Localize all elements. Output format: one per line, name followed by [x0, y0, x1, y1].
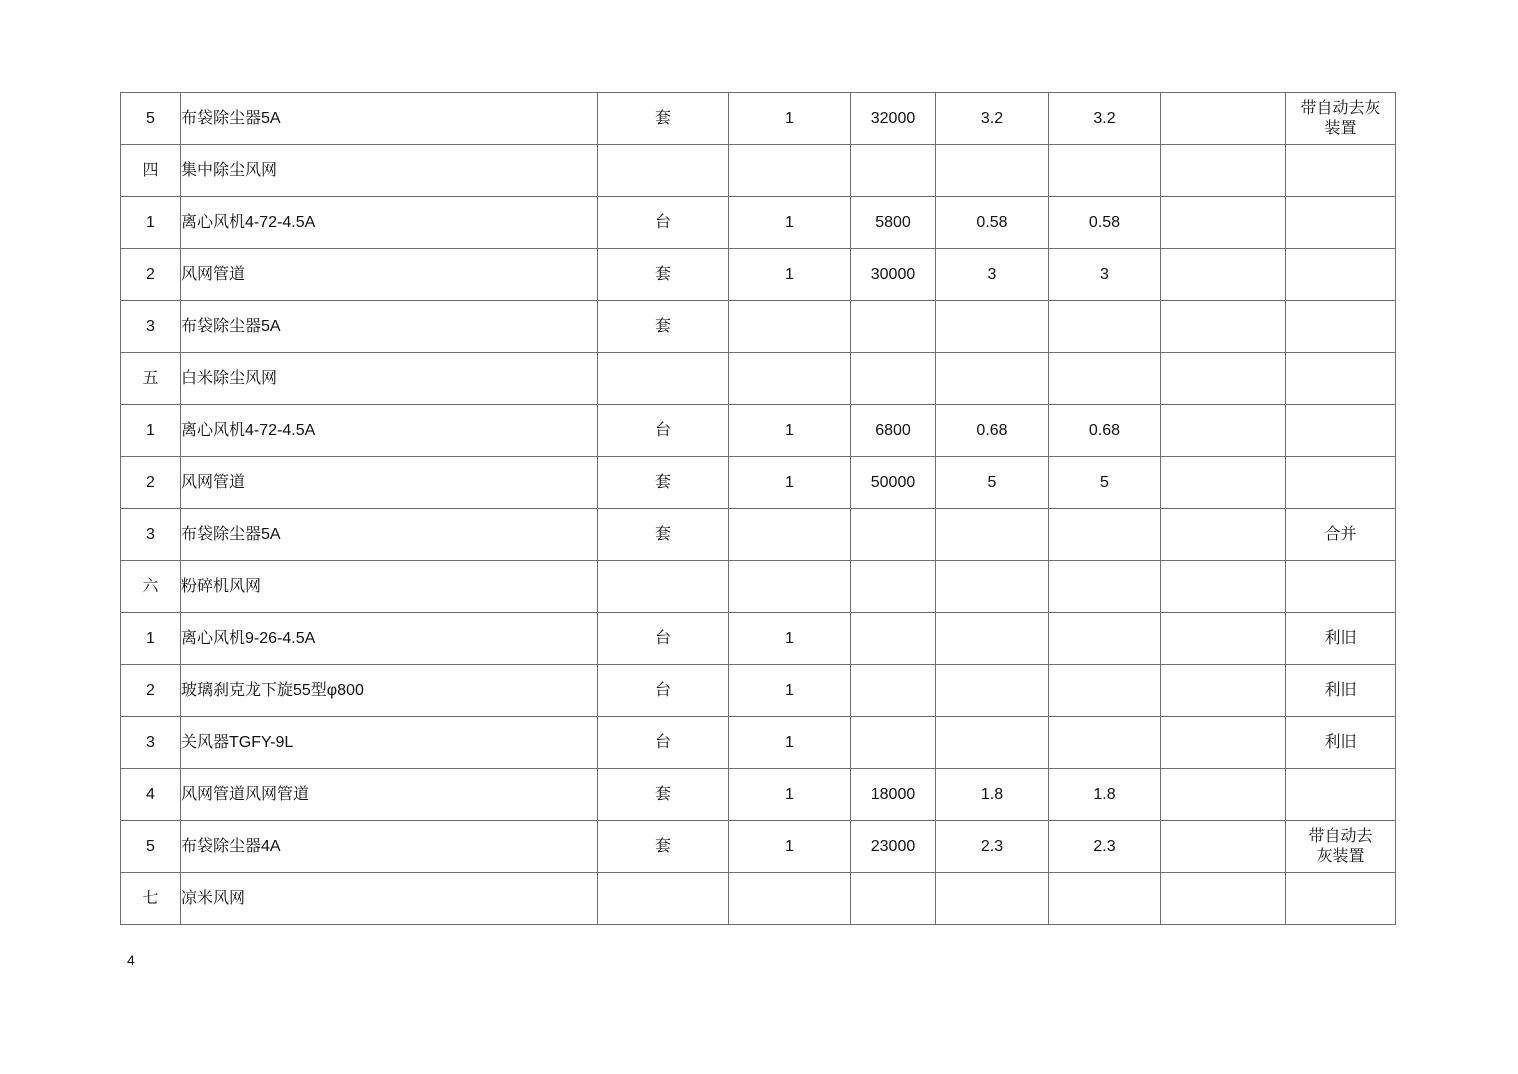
item-number-cell: 六 — [121, 561, 181, 613]
quantity-cell — [729, 561, 851, 613]
table-row — [121, 665, 1396, 717]
quantity-cell — [729, 353, 851, 405]
unit-price-cell — [851, 561, 936, 613]
unit-price-cell: 18000 — [851, 769, 936, 821]
remark-cell: 带自动去 灰装置 — [1286, 821, 1396, 873]
blank-cell — [1161, 561, 1286, 613]
unit-price-cell: 32000 — [851, 93, 936, 145]
total-cell: 3 — [1049, 249, 1161, 301]
unit-cell — [598, 353, 729, 405]
amount-cell — [936, 665, 1049, 717]
amount-cell — [936, 509, 1049, 561]
blank-cell — [1161, 665, 1286, 717]
quantity-cell: 1 — [729, 717, 851, 769]
blank-cell — [1161, 821, 1286, 873]
quantity-cell: 1 — [729, 457, 851, 509]
quantity-cell — [729, 145, 851, 197]
item-number-cell: 七 — [121, 873, 181, 925]
unit-cell: 台 — [598, 197, 729, 249]
unit-price-cell — [851, 665, 936, 717]
item-number-cell: 5 — [121, 821, 181, 873]
table-row — [121, 197, 1396, 249]
remark-cell — [1286, 353, 1396, 405]
quantity-cell: 1 — [729, 821, 851, 873]
unit-cell — [598, 873, 729, 925]
unit-cell: 套 — [598, 509, 729, 561]
table-row — [121, 353, 1396, 405]
unit-cell: 套 — [598, 821, 729, 873]
unit-cell — [598, 561, 729, 613]
blank-cell — [1161, 405, 1286, 457]
quantity-cell: 1 — [729, 613, 851, 665]
blank-cell — [1161, 457, 1286, 509]
remark-cell — [1286, 769, 1396, 821]
total-cell — [1049, 145, 1161, 197]
table-row — [121, 873, 1396, 925]
total-cell — [1049, 509, 1161, 561]
item-name-cell: 风网管道 — [181, 249, 598, 301]
item-number-cell: 3 — [121, 717, 181, 769]
total-cell: 2.3 — [1049, 821, 1161, 873]
item-number-cell: 2 — [121, 249, 181, 301]
item-name-cell: 布袋除尘器4A — [181, 821, 598, 873]
remark-cell: 利旧 — [1286, 613, 1396, 665]
unit-cell: 台 — [598, 717, 729, 769]
remark-cell — [1286, 405, 1396, 457]
item-name-cell: 布袋除尘器5A — [181, 301, 598, 353]
unit-price-cell — [851, 873, 936, 925]
blank-cell — [1161, 769, 1286, 821]
table-row — [121, 561, 1396, 613]
unit-price-cell — [851, 613, 936, 665]
amount-cell: 3 — [936, 249, 1049, 301]
blank-cell — [1161, 249, 1286, 301]
amount-cell: 0.58 — [936, 197, 1049, 249]
remark-cell — [1286, 873, 1396, 925]
remark-cell: 利旧 — [1286, 717, 1396, 769]
quantity-cell — [729, 301, 851, 353]
remark-cell — [1286, 145, 1396, 197]
table-row — [121, 301, 1396, 353]
unit-price-cell: 5800 — [851, 197, 936, 249]
item-number-cell: 1 — [121, 613, 181, 665]
unit-price-cell — [851, 301, 936, 353]
amount-cell: 5 — [936, 457, 1049, 509]
amount-cell — [936, 353, 1049, 405]
unit-cell: 台 — [598, 613, 729, 665]
quantity-cell: 1 — [729, 665, 851, 717]
unit-cell: 套 — [598, 301, 729, 353]
amount-cell: 2.3 — [936, 821, 1049, 873]
amount-cell — [936, 145, 1049, 197]
unit-price-cell: 50000 — [851, 457, 936, 509]
item-name-cell: 离心风机4-72-4.5A — [181, 197, 598, 249]
item-number-cell: 4 — [121, 769, 181, 821]
amount-cell — [936, 561, 1049, 613]
total-cell: 5 — [1049, 457, 1161, 509]
total-cell: 0.58 — [1049, 197, 1161, 249]
item-number-cell: 四 — [121, 145, 181, 197]
item-name-cell: 玻璃刹克龙下旋55型φ800 — [181, 665, 598, 717]
amount-cell — [936, 301, 1049, 353]
unit-cell: 套 — [598, 457, 729, 509]
unit-cell: 套 — [598, 769, 729, 821]
item-name-cell: 集中除尘风网 — [181, 145, 598, 197]
remark-cell — [1286, 301, 1396, 353]
blank-cell — [1161, 93, 1286, 145]
total-cell: 3.2 — [1049, 93, 1161, 145]
unit-price-cell: 23000 — [851, 821, 936, 873]
blank-cell — [1161, 717, 1286, 769]
amount-cell: 3.2 — [936, 93, 1049, 145]
quantity-cell: 1 — [729, 405, 851, 457]
table-row — [121, 613, 1396, 665]
remark-cell: 利旧 — [1286, 665, 1396, 717]
table-row — [121, 717, 1396, 769]
total-cell — [1049, 301, 1161, 353]
unit-price-cell — [851, 353, 936, 405]
quantity-cell: 1 — [729, 249, 851, 301]
table-row — [121, 509, 1396, 561]
total-cell — [1049, 613, 1161, 665]
item-name-cell: 布袋除尘器5A — [181, 93, 598, 145]
item-number-cell: 3 — [121, 509, 181, 561]
table-row — [121, 249, 1396, 301]
amount-cell — [936, 613, 1049, 665]
total-cell — [1049, 665, 1161, 717]
blank-cell — [1161, 145, 1286, 197]
total-cell — [1049, 873, 1161, 925]
quantity-cell: 1 — [729, 197, 851, 249]
remark-cell — [1286, 457, 1396, 509]
blank-cell — [1161, 301, 1286, 353]
total-cell — [1049, 353, 1161, 405]
blank-cell — [1161, 873, 1286, 925]
item-number-cell: 五 — [121, 353, 181, 405]
blank-cell — [1161, 509, 1286, 561]
total-cell: 0.68 — [1049, 405, 1161, 457]
table-row — [121, 457, 1396, 509]
item-number-cell: 1 — [121, 197, 181, 249]
item-name-cell: 凉米风网 — [181, 873, 598, 925]
table-row — [121, 93, 1396, 145]
unit-price-cell — [851, 145, 936, 197]
unit-cell — [598, 145, 729, 197]
unit-price-cell — [851, 717, 936, 769]
item-name-cell: 风网管道风网管道 — [181, 769, 598, 821]
item-number-cell: 2 — [121, 665, 181, 717]
page-number: 4 — [127, 952, 135, 968]
amount-cell — [936, 717, 1049, 769]
item-number-cell: 2 — [121, 457, 181, 509]
table-row — [121, 821, 1396, 873]
remark-cell — [1286, 197, 1396, 249]
total-cell — [1049, 717, 1161, 769]
remark-cell: 合并 — [1286, 509, 1396, 561]
item-name-cell: 关风器TGFY-9L — [181, 717, 598, 769]
item-number-cell: 1 — [121, 405, 181, 457]
unit-cell: 台 — [598, 665, 729, 717]
item-number-cell: 5 — [121, 93, 181, 145]
item-name-cell: 布袋除尘器5A — [181, 509, 598, 561]
blank-cell — [1161, 197, 1286, 249]
quantity-cell: 1 — [729, 769, 851, 821]
unit-cell: 台 — [598, 405, 729, 457]
item-name-cell: 离心风机9-26-4.5A — [181, 613, 598, 665]
item-name-cell: 粉碎机风网 — [181, 561, 598, 613]
blank-cell — [1161, 613, 1286, 665]
remark-cell — [1286, 561, 1396, 613]
unit-price-cell: 30000 — [851, 249, 936, 301]
amount-cell: 1.8 — [936, 769, 1049, 821]
equipment-table — [120, 92, 1396, 925]
remark-cell: 带自动去灰 装置 — [1286, 93, 1396, 145]
item-name-cell: 白米除尘风网 — [181, 353, 598, 405]
amount-cell — [936, 873, 1049, 925]
unit-price-cell — [851, 509, 936, 561]
item-name-cell: 离心风机4-72-4.5A — [181, 405, 598, 457]
table-row — [121, 405, 1396, 457]
total-cell — [1049, 561, 1161, 613]
table-body — [121, 93, 1396, 925]
remark-cell — [1286, 249, 1396, 301]
unit-cell: 套 — [598, 249, 729, 301]
table-row — [121, 145, 1396, 197]
item-name-cell: 风网管道 — [181, 457, 598, 509]
blank-cell — [1161, 353, 1286, 405]
quantity-cell: 1 — [729, 93, 851, 145]
item-number-cell: 3 — [121, 301, 181, 353]
quantity-cell — [729, 509, 851, 561]
total-cell: 1.8 — [1049, 769, 1161, 821]
amount-cell: 0.68 — [936, 405, 1049, 457]
unit-cell: 套 — [598, 93, 729, 145]
unit-price-cell: 6800 — [851, 405, 936, 457]
quantity-cell — [729, 873, 851, 925]
table-row — [121, 769, 1396, 821]
